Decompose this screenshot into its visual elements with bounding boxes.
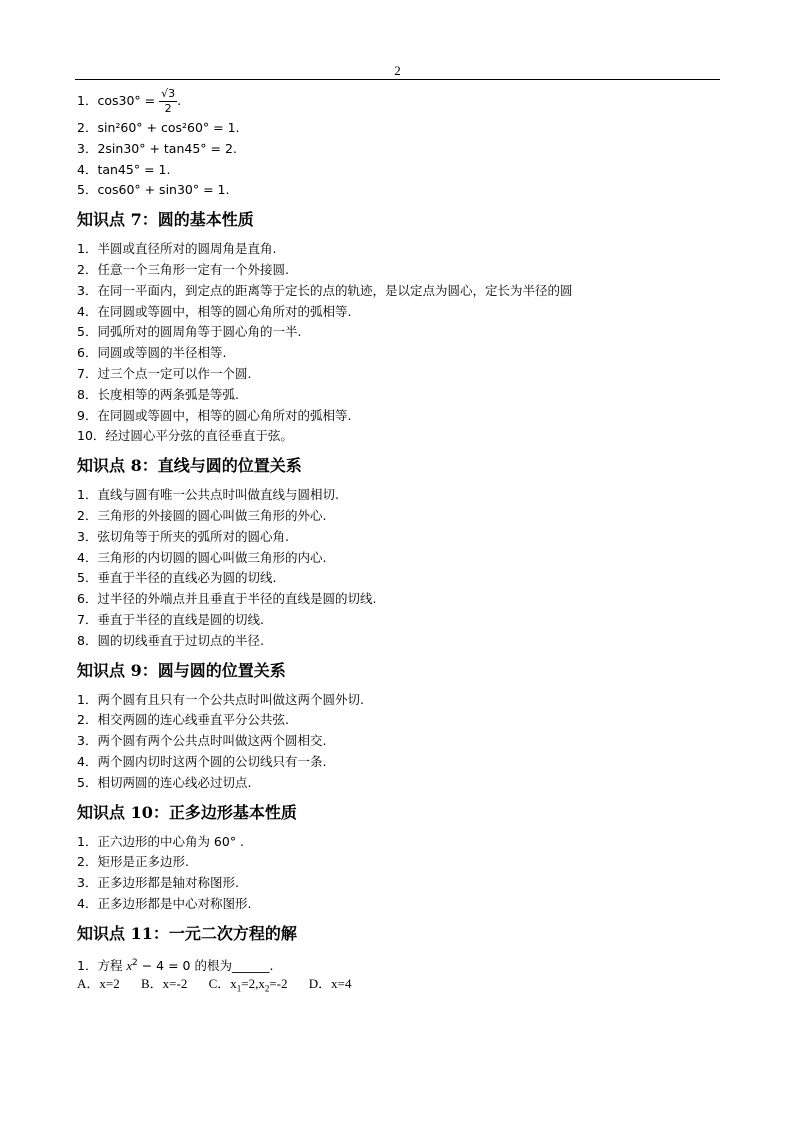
section-9-title: 知识点 9：圆与圆的位置关系: [77, 660, 286, 680]
list-item: 8．长度相等的两条弧是等弧.: [77, 386, 239, 402]
section-11-question: [77, 953, 737, 995]
document-body: [77, 84, 737, 994]
section-10-items: [77, 832, 737, 915]
list-item: 1．半圆或直径所对的圆周角是直角.: [77, 241, 277, 257]
section-10-title: 知识点 10：正多边形基本性质: [77, 802, 297, 822]
list-item: 7．过三个点一定可以作一个圆.: [77, 365, 252, 381]
list-item: 3．在同一平面内，到定点的距离等于定长的点的轨迹，是以定点为圆心，定长为半径的圆: [77, 282, 573, 298]
fraction-sqrt3-over-2: $\frac{√3}{2}$: [161, 87, 176, 115]
list-item: 4．三角形的内切圆的圆心叫做三角形的内心.: [77, 549, 327, 565]
list-item: 7．垂直于半径的直线是圆的切线.: [77, 611, 264, 627]
list-item: 9．在同圆或等圆中，相等的圆心角所对的弧相等.: [77, 407, 352, 423]
option-c: C．$x_1=2,x_2=-2$: [208, 975, 288, 994]
list-item: 3．两个圆有两个公共点时叫做这两个圆相交.: [77, 733, 327, 749]
section-6-items: [77, 84, 737, 201]
list-item: 3．弦切角等于所夹的弧所对的圆心角.: [77, 528, 289, 544]
section-11-title: 知识点 11：一元二次方程的解: [77, 923, 297, 943]
list-item: 10．经过圆心平分弦的直径垂直于弦。: [77, 428, 293, 444]
section-8-title: 知识点 8：直线与圆的位置关系: [77, 456, 302, 476]
list-item: 3．正多边形都是轴对称图形.: [77, 875, 239, 891]
list-item: 1．两个圆有且只有一个公共点时叫做这两个圆外切.: [77, 691, 364, 707]
page-number: 2: [394, 63, 401, 78]
list-item: 3．2sin30° + tan45° = 2.: [77, 140, 237, 156]
list-item: 6．过半径的外端点并且垂直于半径的直线是圆的切线.: [77, 591, 377, 607]
list-item: 2．三角形的外接圆的圆心叫做三角形的外心.: [77, 507, 327, 523]
list-item: 2．任意一个三角形一定有一个外接圆.: [77, 261, 289, 277]
list-item: 2．相交两圆的连心线垂直平分公共弦.: [77, 712, 289, 728]
list-item: 6．同圆或等圆的半径相等.: [77, 345, 227, 361]
list-item: 1．正六边形的中心角为 60° .: [77, 833, 245, 849]
list-item: 5．垂直于半径的直线必为圆的切线.: [77, 570, 277, 586]
answer-options: [77, 974, 737, 995]
page-header: [75, 63, 720, 80]
option-b: B．x=-2: [140, 975, 188, 991]
question-stem: 1．方程 $x^2 - 4 = 0$ 的根为______.: [77, 957, 274, 973]
section-7-items: [77, 239, 737, 447]
list-item: 8．圆的切线垂直于过切点的半径.: [77, 632, 264, 648]
list-item: 4．两个圆内切时这两个圆的公切线只有一条.: [77, 753, 327, 769]
list-item: 1．直线与圆有唯一公共点时叫做直线与圆相切.: [77, 487, 339, 503]
list-item: 1．cos30° = $\frac{√3}{2}$ .: [77, 87, 182, 115]
list-item: 4．正多边形都是中心对称图形.: [77, 895, 252, 911]
list-item: 4．在同圆或等圆中，相等的圆心角所对的弧相等.: [77, 303, 352, 319]
section-9-items: [77, 690, 737, 794]
list-item: 5．cos60° + sin30° = 1.: [77, 182, 230, 198]
list-item: 4．tan45° = 1.: [77, 161, 171, 177]
list-item: 5．相切两圆的连心线必过切点.: [77, 774, 252, 790]
list-item: 5．同弧所对的圆周角等于圆心角的一半.: [77, 324, 302, 340]
option-a: A．x=2: [77, 975, 120, 991]
section-7-title: 知识点 7：圆的基本性质: [77, 210, 254, 230]
list-item: 2．矩形是正多边形.: [77, 854, 189, 870]
list-item: 2．sin²60° + cos²60° = 1.: [77, 120, 240, 135]
option-d: D．x=4: [308, 975, 352, 991]
section-8-items: [77, 485, 737, 651]
